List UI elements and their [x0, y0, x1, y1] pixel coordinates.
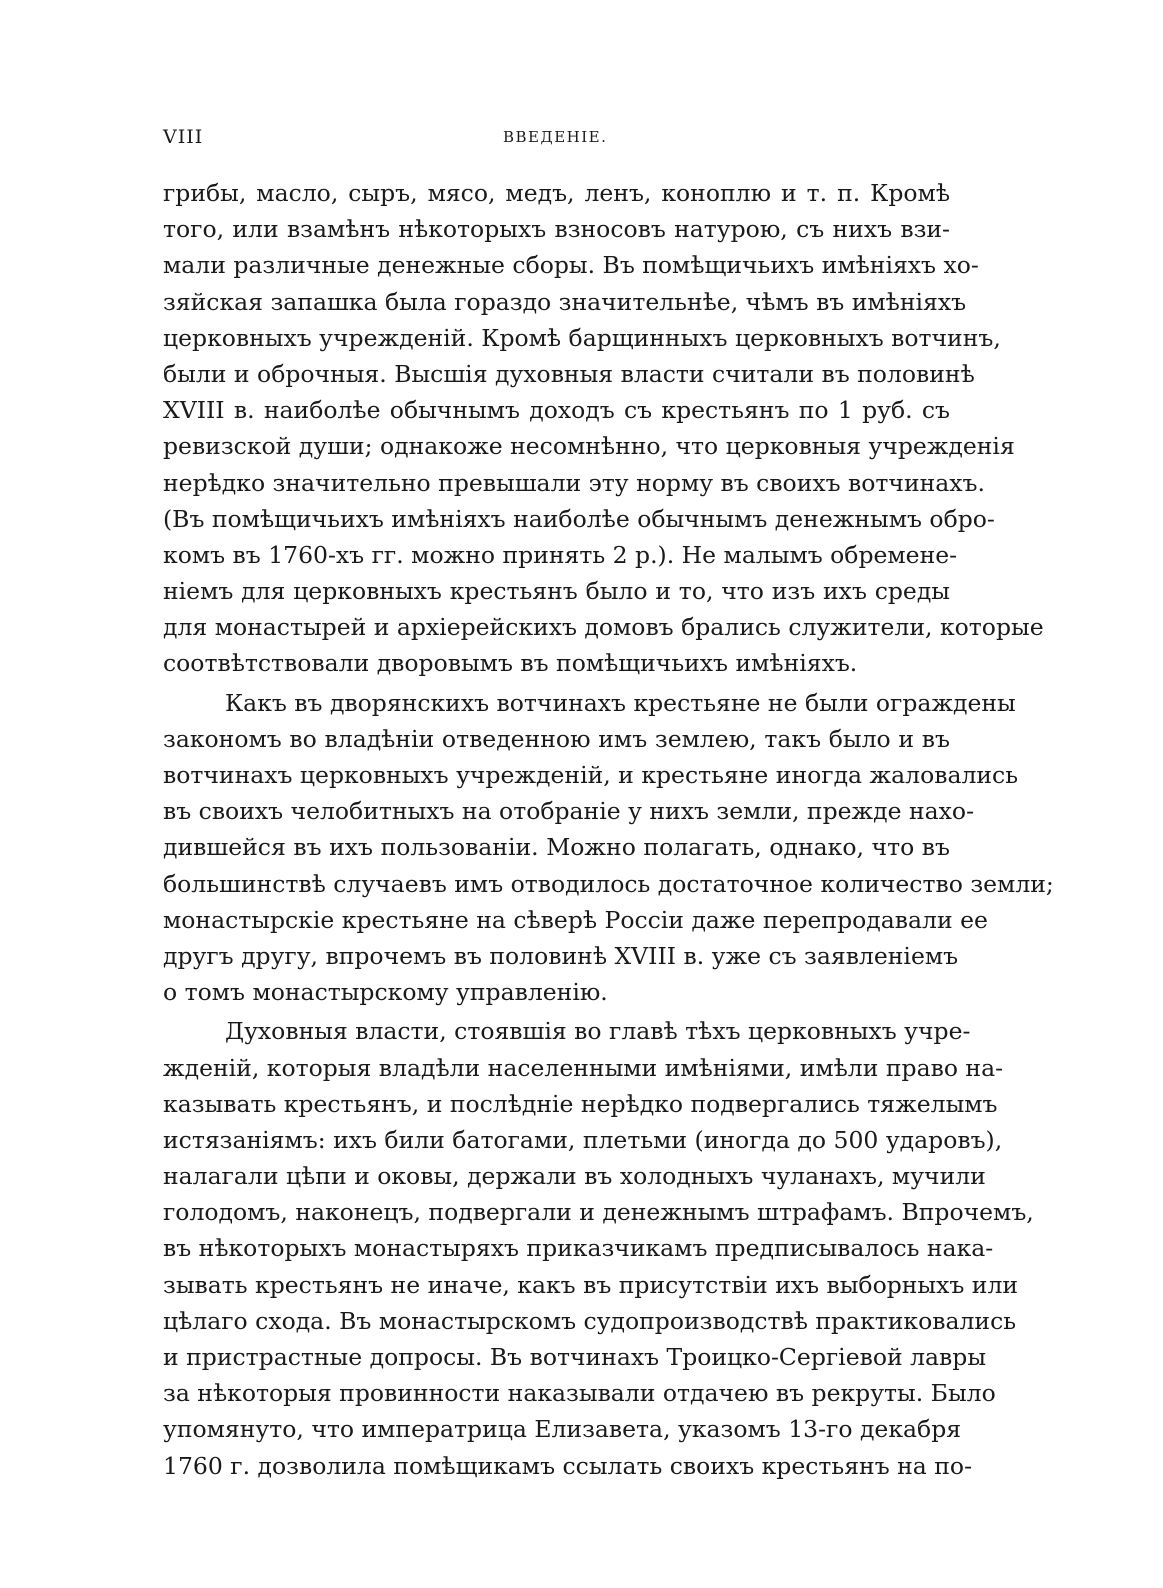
text-line: казывать крестьянъ, и послѣдніе нерѣдко подвергались тяжелымъ — [163, 1089, 998, 1118]
text-line: ревизской души; однакоже несомнѣнно, что церковныя учрежденія — [163, 432, 1015, 461]
text-line: нерѣдко значительно превышали эту норму въ своихъ вотчинахъ. — [163, 468, 985, 497]
text-line: 1760 г. дозволила помѣщикамъ ссылать своихъ крестьянъ на по- — [163, 1451, 973, 1480]
text-line: голодомъ, наконецъ, подвергали и денежнымъ штрафамъ. Впрочемъ, — [163, 1198, 1034, 1227]
text-line: истязаніямъ: ихъ били батогами, плетьми (иногда до 500 ударовъ), — [163, 1125, 1003, 1154]
text-line: другъ другу, впрочемъ въ половинѣ XVIII в. уже съ заявленіемъ — [163, 941, 959, 970]
text-line: о томъ монастырскому управленію. — [163, 978, 608, 1007]
text-line: жденій, которыя владѣли населенными имѣніями, имѣли право на- — [163, 1053, 1004, 1082]
text-line: закономъ во владѣніи отведенною имъ землею, такъ было и въ — [163, 724, 950, 753]
text-line: и пристрастные допросы. Въ вотчинахъ Троицко-Сергіевой лавры — [163, 1343, 987, 1371]
text-line: зывать крестьянъ не иначе, какъ въ присутствіи ихъ выборныхъ или — [163, 1270, 1019, 1299]
text-line: въ своихъ челобитныхъ на отобраніе у нихъ земли, прежде нахо- — [163, 797, 975, 826]
text-line: (Въ помѣщичьихъ имѣніяхъ наиболѣе обычнымъ денежнымъ обро- — [163, 504, 995, 533]
text-line: для монастырей и архіерейскихъ домовъ брались служители, которые — [163, 613, 1044, 642]
running-title: ВВЕДЕНІЕ. — [503, 128, 608, 146]
text-line: XVIII в. наиболѣе обычнымъ доходъ съ крестьянъ по 1 руб. съ — [163, 396, 950, 425]
text-line: Духовныя власти, стоявшія во главѣ тѣхъ церковныхъ учре- — [225, 1017, 971, 1046]
text-line: въ нѣкоторыхъ монастыряхъ приказчикамъ предписывалось нака- — [163, 1234, 994, 1263]
text-line: налагали цѣпи и оковы, держали въ холодныхъ чуланахъ, мучили — [163, 1162, 986, 1191]
text-line: ніемъ для церковныхъ крестьянъ было и то, что изъ ихъ среды — [163, 577, 950, 606]
text-line: вотчинахъ церковныхъ учрежденій, и крестьяне иногда жаловались — [163, 761, 1019, 789]
paragraph — [163, 1013, 1034, 1483]
text-line: цѣлаго схода. Въ монастырскомъ судопроизводствѣ практиковались — [163, 1306, 1017, 1335]
text-line: комъ въ 1760-хъ гг. можно принять 2 р.). Не малымъ обремене- — [163, 540, 958, 569]
text-line: мали различные денежные сборы. Въ помѣщичьихъ имѣніяхъ хо- — [163, 251, 979, 280]
text-line: церковныхъ учрежденій. Кромѣ барщинныхъ церковныхъ вотчинъ, — [163, 323, 1001, 352]
paragraph — [163, 175, 1044, 682]
text-line: грибы, масло, сыръ, мясо, медъ, ленъ, коноплю и т. п. Кромѣ — [163, 179, 950, 207]
paragraph — [163, 685, 1054, 1011]
body-text — [163, 175, 1054, 1484]
text-line: дившейся въ ихъ пользованіи. Можно полагать, однако, что въ — [163, 833, 950, 862]
text-line: зяйская запашка была гораздо значительнѣе, чѣмъ въ имѣніяхъ — [163, 287, 967, 316]
text-line: соотвѣтствовали дворовымъ въ помѣщичьихъ имѣніяхъ. — [163, 649, 858, 678]
page-header — [163, 126, 963, 156]
text-line: были и оброчныя. Высшія духовныя власти считали въ половинѣ — [163, 359, 975, 388]
text-line: монастырскіе крестьяне на сѣверѣ Россіи даже перепродавали ее — [163, 905, 988, 934]
text-line: упомянуто, что императрица Елизавета, указомъ 13-го декабря — [163, 1415, 962, 1444]
text-line: Какъ въ дворянскихъ вотчинахъ крестьяне не были ограждены — [225, 688, 1016, 717]
text-line: за нѣкоторыя провинности наказывали отдачею въ рекруты. Было — [163, 1379, 996, 1408]
text-line: большинствѣ случаевъ имъ отводилось достаточное количество земли; — [163, 869, 1054, 898]
text-line: того, или взамѣнъ нѣкоторыхъ взносовъ натурою, съ нихъ взи- — [163, 215, 950, 244]
page-number: VIII — [163, 126, 204, 148]
